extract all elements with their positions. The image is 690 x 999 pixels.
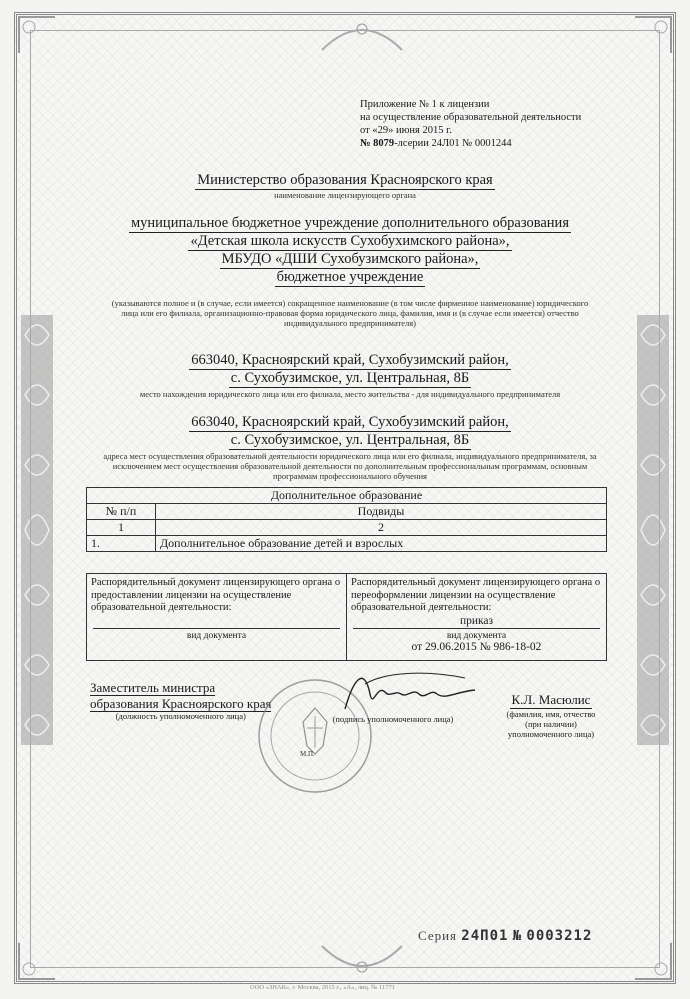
name-note: уполномоченного лица) [507,729,595,739]
licensing-authority [120,172,570,200]
col-index: 2 [156,520,607,536]
organization-block [100,215,600,287]
top-ornament [317,15,407,55]
bottom-ornament [317,941,407,981]
appendix-number [360,137,581,150]
side-ornament [633,315,673,745]
document-line [93,628,340,629]
document-line [353,628,600,629]
activity-address-block [110,414,590,450]
authority-note: наименование лицензирующего органа [274,190,416,200]
document-type-label: вид документа [186,631,247,641]
corner-ornament [633,941,673,981]
address-line: 663040, Красноярский край, Сухобузимский район, [191,352,509,368]
address-line: с. Сухобузимское, ул. Центральная, 8Б [230,432,470,448]
grant-document [87,574,346,660]
reissue-document [346,574,606,660]
address-line: 663040, Красноярский край, Сухобузимский район, [191,414,509,430]
name-note: (при наличии) [525,719,577,729]
table-title: Дополнительное образование [87,488,607,504]
corner-ornament [17,15,57,55]
corner-ornament [17,941,57,981]
side-ornament [17,315,57,745]
license-series: -лсерии 24Л01 № 0001244 [394,138,512,149]
signatory-name: К.Л. Масюлис [511,692,591,707]
printer-imprint: ООО «ЗНАК», г. Москва, 2015 г., «А», лиц. № 11771 [250,984,395,991]
location-note: место нахождения юридического лица или его филиала, место жительства - для индивидуального предпринимателя [139,389,561,399]
col-header-subtypes: Подвиды [156,504,607,520]
org-line: МБУДО «ДШИ Сухобузимского района», [221,251,479,267]
position-note: (должность уполномоченного лица) [115,711,246,721]
organization-note: (указываются полное и (в случае, если имеется) сокращенное наименование (в том числе фирменное наименование) юридического лица или его филиала, организационно-правовая форма юридического лица, фамилия, имя и (в случае если имеется) отчество индивидуального предпринимателя) [111,298,589,328]
corner-ornament [633,15,673,55]
series-label: Серия [418,928,458,943]
series-number [418,928,592,944]
appendix-line: на осуществление образовательной деятельности [360,112,582,123]
document-date: от 29.06.2015 № 986-18-02 [411,641,542,653]
stamp-mark: М.П. [300,750,315,758]
number-sign: № [512,928,523,944]
appendix-line: Приложение № 1 к лицензии [360,99,490,110]
signatory-position [90,680,271,721]
grant-document-text: Распорядительный документ лицензирующего органа о предоставлении лицензии на осуществление образовательной деятельности: [91,577,341,613]
org-line: муниципальное бюджетное учреждение дополнительного образования [130,215,569,231]
org-line: бюджетное учреждение [276,269,424,285]
appendix-date: от «29» июня 2015 г. [360,125,452,136]
org-line: «Детская школа искусств Сухобухимского района», [190,233,510,249]
reissue-document-text: Распорядительный документ лицензирующего органа о переоформлении лицензии на осуществление образовательной деятельности: [351,577,601,613]
appendix-header [360,98,581,150]
license-number: № 8079 [360,138,395,149]
signature-note: (подпись уполномоченного лица) [332,714,454,724]
table-row [87,536,607,552]
administrative-documents [86,573,607,661]
series-code: 24П01 [461,928,509,944]
name-note: (фамилия, имя, отчество [506,709,596,719]
location-block [110,352,590,388]
activity-address-note: адреса мест осуществления образовательной деятельности юридического лица или его филиала, индивидуального предпринимателя, за исключением мест осуществления образовательной деятельности по дополнительным профессиональным программам, основным программам профессионального обучения [103,451,597,481]
position-line: образования Красноярского края [90,695,272,711]
row-number: 1. [87,536,156,552]
col-index: 1 [87,520,156,536]
col-header-number: № п/п [87,504,156,520]
address-line: с. Сухобузимское, ул. Центральная, 8Б [230,370,470,386]
series-value: 0003212 [526,928,593,944]
position-line: Заместитель министра [90,680,216,695]
document-type-value: приказ [459,614,494,627]
document-type-label: вид документа [446,631,507,641]
authority-name: Министерство образования Красноярского края [197,172,493,188]
education-table [86,487,607,552]
signatory-name-block [496,692,606,739]
row-text: Дополнительное образование детей и взрослых [156,536,607,552]
